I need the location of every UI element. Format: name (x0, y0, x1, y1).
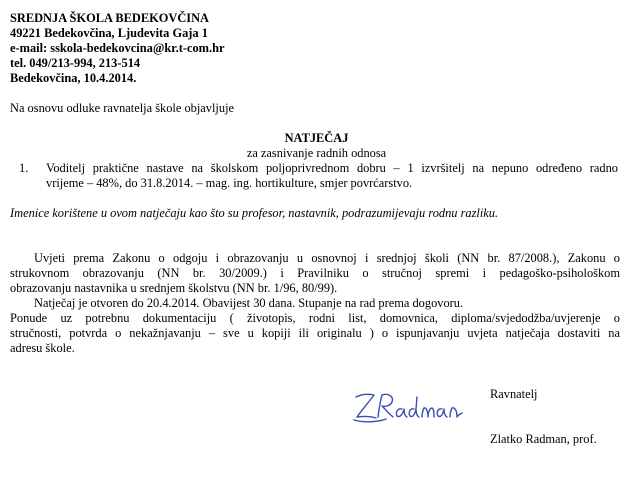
signoff-role: Ravnatelj (490, 387, 538, 401)
conditions-line: Uvjeti prema Zakonu o odgoju i obrazovanju u osnovnoj i srednjoj školi (NN br. 87/2008.), Zakonu o (34, 251, 620, 265)
document-date: Bedekovčina, 10.4.2014. (10, 71, 137, 85)
school-address: 49221 Bedekovčina, Ljudevita Gaja 1 (10, 26, 208, 40)
item-description (46, 161, 618, 191)
documents-paragraph (10, 311, 620, 356)
school-name: SREDNJA ŠKOLA BEDEKOVČINA (10, 11, 209, 25)
conditions-line: obrazovanju nastavnika u srednjem školstvu (NN br. 1/96, 80/99). (10, 281, 338, 295)
school-email: e-mail: sskola-bedekovcina@kr.t-com.hr (10, 41, 225, 55)
school-phone: tel. 049/213-994, 213-514 (10, 56, 141, 70)
intro-text: Na osnovu odluke ravnatelja škole objavljuje (10, 101, 235, 115)
item-line: vrijeme – 48%, do 31.8.2014. – mag. ing. hortikulture, smjer povrćarstvo. (46, 176, 413, 190)
documents-line: stručnosti, potvrda o nekažnjavanju – sve u kopiji ili originalu ) o ispunjavanju uvjeta natječaja dostaviti na (10, 326, 620, 340)
gender-note: Imenice korištene u ovom natječaju kao što su profesor, nastavnik, podrazumijevaju rodnu razliku. (10, 206, 499, 220)
item-line: Voditelj praktične nastave na školskom poljoprivrednom dobru – 1 izvršitelj na nepuno određeno radno (46, 161, 618, 175)
conditions-line: strukovnom obrazovanju (NN br. 30/2009.) i Pravilniku o stručnoj spremi i pedagoško-psihološkom (10, 266, 620, 280)
signoff-name: Zlatko Radman, prof. (490, 432, 597, 446)
open-period-text: Natječaj je otvoren do 20.4.2014. Obavijest 30 dana. Stupanje na rad prema dogovoru. (34, 296, 464, 310)
document-title: NATJEČAJ (284, 131, 349, 145)
documents-line: adresu škole. (10, 341, 75, 355)
document-subtitle: za zasnivanje radnih odnosa (246, 146, 387, 160)
item-number: 1. (19, 161, 29, 175)
handwritten-signature (352, 387, 464, 425)
signature-text: ZRadman (352, 387, 356, 388)
documents-line: Ponude uz potrebnu dokumentaciju ( životopis, rodni list, domovnica, diploma/svjedodžba/uvjerenje o (10, 311, 620, 325)
conditions-paragraph (10, 251, 620, 296)
